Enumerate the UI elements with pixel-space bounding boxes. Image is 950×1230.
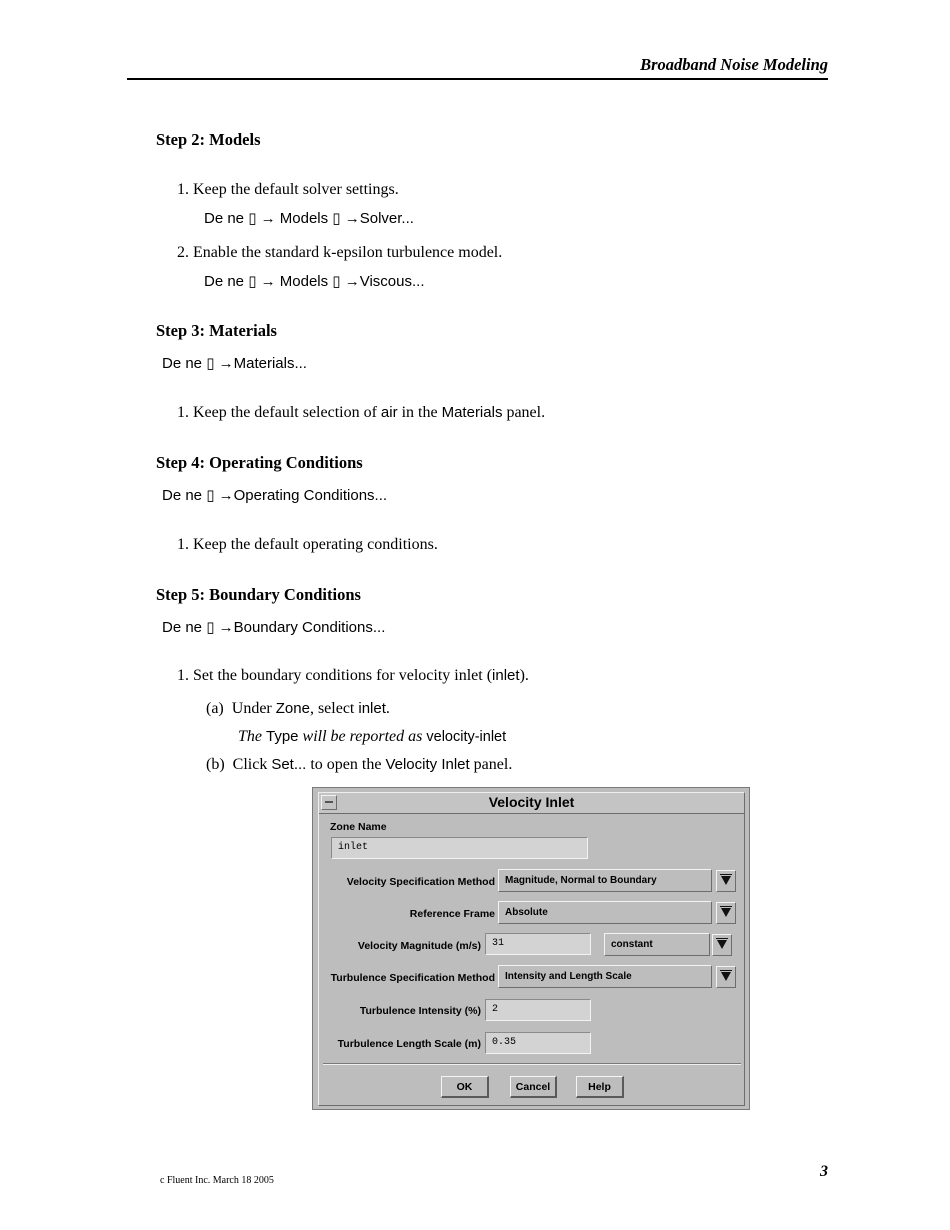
item-number: 2. [177, 244, 189, 261]
step-5-sub-b [206, 756, 512, 774]
step-5-item-1 [177, 667, 529, 685]
note-rest: will be reported as [298, 728, 427, 745]
step-5-sub-a [206, 700, 390, 718]
cancel-button[interactable]: Cancel [510, 1076, 557, 1098]
reference-frame-dropdown-icon[interactable] [716, 902, 736, 924]
sub-label: (b) [206, 756, 225, 773]
menu-path-solver: De ne ▯ → Models ▯ →Solver... [204, 210, 414, 227]
velocity-profile-select[interactable]: constant [604, 933, 710, 956]
set-button-ref: Set... [271, 756, 307, 773]
step-2-heading: Step 2: Models [156, 130, 261, 149]
page-number: 3 [820, 1163, 828, 1180]
velocity-profile-dropdown-icon[interactable] [712, 934, 732, 956]
step-2-item-2 [177, 244, 502, 262]
velocity-specification-label: Velocity Specification Method [346, 876, 495, 888]
velocity-specification-select[interactable]: Magnitude, Normal to Boundary [498, 869, 712, 892]
velocity-inlet-panel-ref: Velocity Inlet [385, 756, 470, 773]
sub-text-mid: to open the [306, 756, 386, 773]
item-text: Keep the default operating conditions. [193, 536, 438, 553]
item-text-post: ). [519, 667, 529, 684]
note-type: Type [266, 728, 299, 745]
item-text: Keep the default solver settings. [193, 181, 399, 198]
sub-label: (a) [206, 700, 224, 717]
step-2-item-1 [177, 181, 399, 199]
item-number: 1. [177, 536, 189, 553]
item-text-mid: in the [397, 404, 442, 421]
item-number: 1. [177, 181, 189, 198]
copyright-footer: c Fluent Inc. March 18 2005 [160, 1175, 274, 1186]
step-4-item-1 [177, 536, 438, 554]
menu-path-materials: De ne ▯ →Materials... [162, 355, 307, 372]
material-air: air [380, 404, 398, 421]
step-5-heading: Step 5: Boundary Conditions [156, 585, 361, 604]
item-number: 1. [177, 404, 189, 421]
sub-text-post: . [385, 700, 390, 717]
sub-text-post: panel. [469, 756, 513, 773]
type-note [238, 728, 506, 746]
ok-button[interactable]: OK [441, 1076, 489, 1098]
step-3-heading: Step 3: Materials [156, 321, 277, 340]
item-text-pre: Keep the default selection of [193, 404, 381, 421]
turbulence-intensity-label: Turbulence Intensity (%) [359, 1005, 481, 1017]
item-text: Enable the standard k-epsilon turbulence model. [193, 244, 503, 261]
zone-inlet-ref: inlet [492, 667, 520, 684]
dialog-title: Velocity Inlet [488, 794, 575, 810]
dialog-separator [323, 1063, 741, 1065]
note-the: The [238, 728, 266, 745]
zone-name-label: Zone Name [330, 821, 387, 833]
sub-text-pre: Under [231, 700, 276, 717]
menu-path-viscous: De ne ▯ → Models ▯ →Viscous... [204, 273, 425, 290]
inlet-ref: inlet [358, 700, 386, 717]
header-rule [127, 78, 828, 80]
turbulence-intensity-field[interactable]: 2 [485, 999, 591, 1021]
turbulence-length-scale-label: Turbulence Length Scale (m) [337, 1038, 481, 1050]
velocity-magnitude-label: Velocity Magnitude (m/s) [357, 940, 481, 952]
zone-ref: Zone [275, 700, 310, 717]
step-3-item-1 [177, 404, 545, 422]
item-text-post: panel. [502, 404, 546, 421]
sub-text-pre: Click [232, 756, 272, 773]
turbulence-specification-dropdown-icon[interactable] [716, 966, 736, 988]
item-text-pre: Set the boundary conditions for velocity inlet ( [193, 667, 493, 684]
sub-text-mid: , select [309, 700, 359, 717]
step-4-heading: Step 4: Operating Conditions [156, 453, 363, 472]
dialog-titlebar [319, 793, 744, 814]
item-number: 1. [177, 667, 189, 684]
reference-frame-label: Reference Frame [409, 908, 495, 920]
reference-frame-select[interactable]: Absolute [498, 901, 712, 924]
zone-name-field[interactable]: inlet [331, 837, 588, 859]
help-button[interactable]: Help [576, 1076, 624, 1098]
turbulence-specification-label: Turbulence Specification Method [330, 972, 495, 984]
velocity-inlet-dialog [312, 787, 750, 1110]
velocity-magnitude-field[interactable]: 31 [485, 933, 591, 955]
velocity-specification-dropdown-icon[interactable] [716, 870, 736, 892]
running-header: Broadband Noise Modeling [640, 55, 828, 74]
note-value: velocity-inlet [426, 729, 507, 745]
turbulence-specification-select[interactable]: Intensity and Length Scale [498, 965, 712, 988]
menu-path-operating-conditions: De ne ▯ →Operating Conditions... [162, 487, 388, 504]
menu-path-boundary-conditions: De ne ▯ →Boundary Conditions... [162, 619, 386, 636]
turbulence-length-scale-field[interactable]: 0.35 [485, 1032, 591, 1054]
materials-panel-ref: Materials [441, 404, 503, 421]
